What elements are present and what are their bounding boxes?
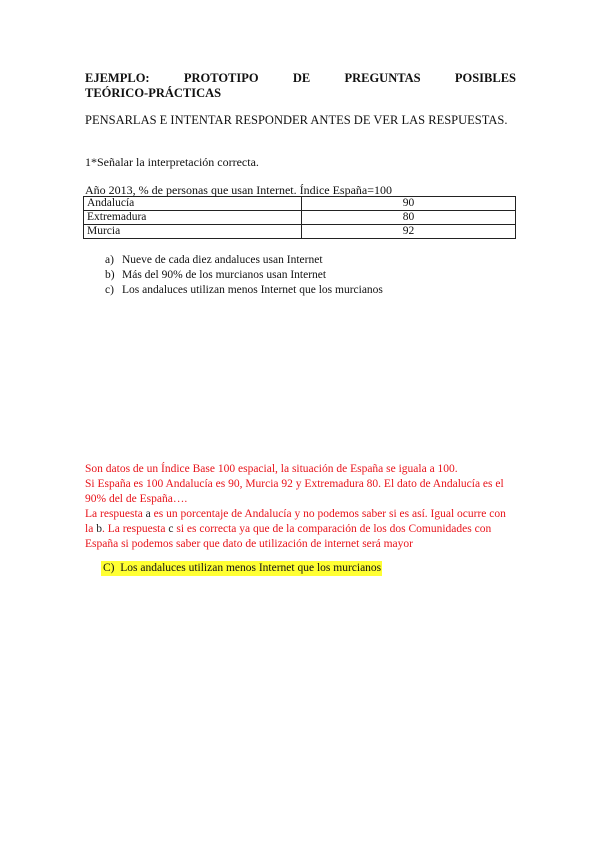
answer-text: . La respuesta xyxy=(101,523,169,535)
title-line-2: TEÓRICO-PRÁCTICAS xyxy=(85,86,222,100)
title-word: DE xyxy=(292,71,311,85)
answer-text: si es correcta ya que de la comparación de los dos Comunidades con España si podemos saber que dato de utilización de internet será mayor xyxy=(85,523,492,550)
title-word: PROTOTIPO xyxy=(183,71,259,85)
answer-paragraph: Son datos de un Índice Base 100 espacial, la situación de España se iguala a 100. xyxy=(85,463,458,475)
answer-explanation xyxy=(85,462,517,552)
option-mark: C) xyxy=(103,562,115,574)
title-word: POSIBLES xyxy=(454,71,516,85)
region-cell: Andalucía xyxy=(84,197,302,211)
region-cell: Extremadura xyxy=(84,211,302,225)
title-word: EJEMPLO: xyxy=(85,71,150,85)
question-text: 1*Señalar la interpretación correcta. xyxy=(85,155,259,169)
table-caption: Año 2013, % de personas que usan Internet. Índice España=100 xyxy=(85,183,393,197)
value-cell: 92 xyxy=(302,225,516,239)
table-row xyxy=(84,197,516,211)
option-text: Los andaluces utilizan menos Internet que los murcianos xyxy=(122,284,383,296)
option-mark: a) xyxy=(105,254,114,266)
answer-paragraph: Si España es 100 Andalucía es 90, Murcia 92 y Extremadura 80. El dato de Andalucía es el 90% del de España…. xyxy=(85,478,504,505)
option-text: Nueve de cada diez andaluces usan Internet xyxy=(122,254,323,266)
table-row xyxy=(84,211,516,225)
title-word: PREGUNTAS xyxy=(344,71,421,85)
list-item xyxy=(105,283,383,298)
region-cell: Murcia xyxy=(84,225,302,239)
list-item xyxy=(105,268,383,283)
index-table xyxy=(83,196,516,239)
answer-options xyxy=(105,253,383,298)
correct-answer-highlight xyxy=(101,561,382,576)
answer-paragraph xyxy=(85,507,517,552)
answer-text: La respuesta xyxy=(85,508,146,520)
table-row xyxy=(84,225,516,239)
option-text: Más del 90% de los murcianos usan Internet xyxy=(122,269,327,281)
option-mark: b) xyxy=(105,269,115,281)
value-cell: 90 xyxy=(302,197,516,211)
instruction-text: PENSARLAS E INTENTAR RESPONDER ANTES DE VER LAS RESPUESTAS. xyxy=(85,113,508,127)
value-cell: 80 xyxy=(302,211,516,225)
option-key: a xyxy=(145,508,151,520)
option-text: Los andaluces utilizan menos Internet que los murcianos xyxy=(120,562,382,574)
answer-text: es un porcentaje de Andalucía y no podemos saber si es así. Igual ocurre con la xyxy=(85,508,506,535)
option-key: b xyxy=(96,523,102,535)
option-key: c xyxy=(168,523,174,535)
document-title xyxy=(85,71,516,101)
option-mark: c) xyxy=(105,284,114,296)
list-item xyxy=(105,253,383,268)
